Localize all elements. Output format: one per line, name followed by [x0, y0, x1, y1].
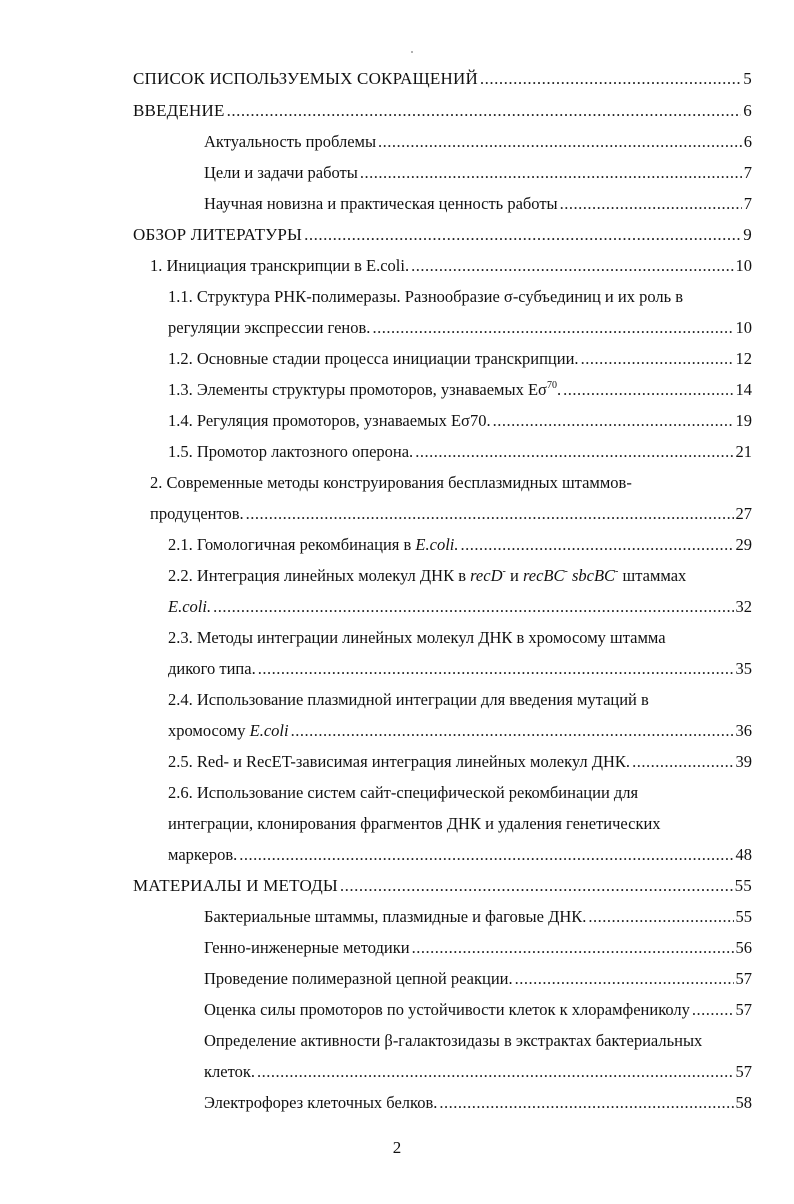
- toc-entry-2-3[interactable]: дикого типа. ..... 35: [168, 659, 752, 679]
- toc-entry-2-4[interactable]: хромосому E.coli ..... 36: [168, 721, 752, 741]
- toc-entry-section-2[interactable]: продуцентов. ..... 27: [150, 504, 752, 524]
- toc-entry-goals[interactable]: Цели и задачи работы ..... 7: [204, 163, 752, 183]
- toc-entry-1-4[interactable]: 1.4. Регуляция промоторов, узнаваемых Eσ70. ..... 19: [168, 411, 752, 431]
- toc-entry-2-6-line2: интеграции, клонирования фрагментов ДНК и удаления генетических: [168, 814, 661, 833]
- toc-entry-abbreviations[interactable]: СПИСОК ИСПОЛЬЗУЕМЫХ СОКРАЩЕНИЙ ..... 5: [133, 69, 752, 89]
- toc-entry-literature-review[interactable]: ОБЗОР ЛИТЕРАТУРЫ ..... 9: [133, 225, 752, 245]
- toc-entry-materials-methods[interactable]: МАТЕРИАЛЫ И МЕТОДЫ ..... 55: [133, 876, 752, 896]
- toc-entry-2-3-line1: 2.3. Методы интеграции линейных молекул ДНК в хромосому штамма: [168, 628, 666, 647]
- toc-entry-2-2[interactable]: E.coli. ..... 32: [168, 597, 752, 617]
- toc-entry-relevance[interactable]: Актуальность проблемы ..... 6: [204, 132, 752, 152]
- toc-entry-novelty[interactable]: Научная новизна и практическая ценность работы ..... 7: [204, 194, 752, 214]
- toc-entry-2-line1: 2. Современные методы конструирования бесплазмидных штаммов-: [150, 473, 632, 492]
- toc-entry-2-2-line1: 2.2. Интеграция линейных молекул ДНК в recD- и recBC- sbcBC- штаммах: [168, 566, 687, 585]
- scan-speck: [411, 51, 413, 53]
- toc-entry-2-6-line1: 2.6. Использование систем сайт-специфической рекомбинации для: [168, 783, 639, 802]
- toc-entry-methods-galactosidase-line1: Определение активности β-галактозидазы в экстрактах бактериальных: [204, 1031, 703, 1050]
- toc-entry-2-6[interactable]: маркеров. ..... 48: [168, 845, 752, 865]
- toc-entry-1-3[interactable]: 1.3. Элементы структуры промоторов, узнаваемых $E\sigma^{70}$. ..... 14: [168, 380, 752, 400]
- toc-entry-methods-pcr[interactable]: Проведение полимеразной цепной реакции. ..... 57: [204, 969, 752, 989]
- toc-entry-1-1[interactable]: регуляции экспрессии генов. ..... 10: [168, 318, 752, 338]
- toc-entry-1-1-line1: 1.1. Структура РНК-полимеразы. Разнообразие σ-субъединиц и их роль в: [168, 287, 684, 306]
- toc-entry-section-1[interactable]: 1. Инициация транскрипции в E.coli. ..... 10: [150, 256, 752, 276]
- toc-entry-methods-electrophoresis[interactable]: Электрофорез клеточных белков. ..... 58: [204, 1093, 752, 1113]
- toc-entry-1-5[interactable]: 1.5. Промотор лактозного оперона. ..... 21: [168, 442, 752, 462]
- toc-entry-2-5[interactable]: 2.5. Red- и RecET-зависимая интеграция линейных молекул ДНК. ..... 39: [168, 752, 752, 772]
- toc-entry-methods-galactosidase[interactable]: клеток. ..... 57: [204, 1062, 752, 1082]
- toc-entry-methods-genetic-engineering[interactable]: Генно-инженерные методики ..... 56: [204, 938, 752, 958]
- toc-entry-2-1[interactable]: 2.1. Гомологичная рекомбинация в E.coli. ..... 29: [168, 535, 752, 555]
- toc-entry-1-2[interactable]: 1.2. Основные стадии процесса инициации транскрипции. ..... 12: [168, 349, 752, 369]
- page-number: 2: [392, 1138, 402, 1157]
- toc-entry-methods-strains[interactable]: Бактериальные штаммы, плазмидные и фаговые ДНК. ..... 55: [204, 907, 752, 927]
- toc-entry-2-4-line1: 2.4. Использование плазмидной интеграции для введения мутаций в: [168, 690, 649, 709]
- toc-entry-introduction[interactable]: ВВЕДЕНИЕ ..... 6: [133, 101, 752, 121]
- toc-entry-methods-promoter-strength[interactable]: Оценка силы промоторов по устойчивости клеток к хлорамфениколу ..... 57: [204, 1000, 752, 1020]
